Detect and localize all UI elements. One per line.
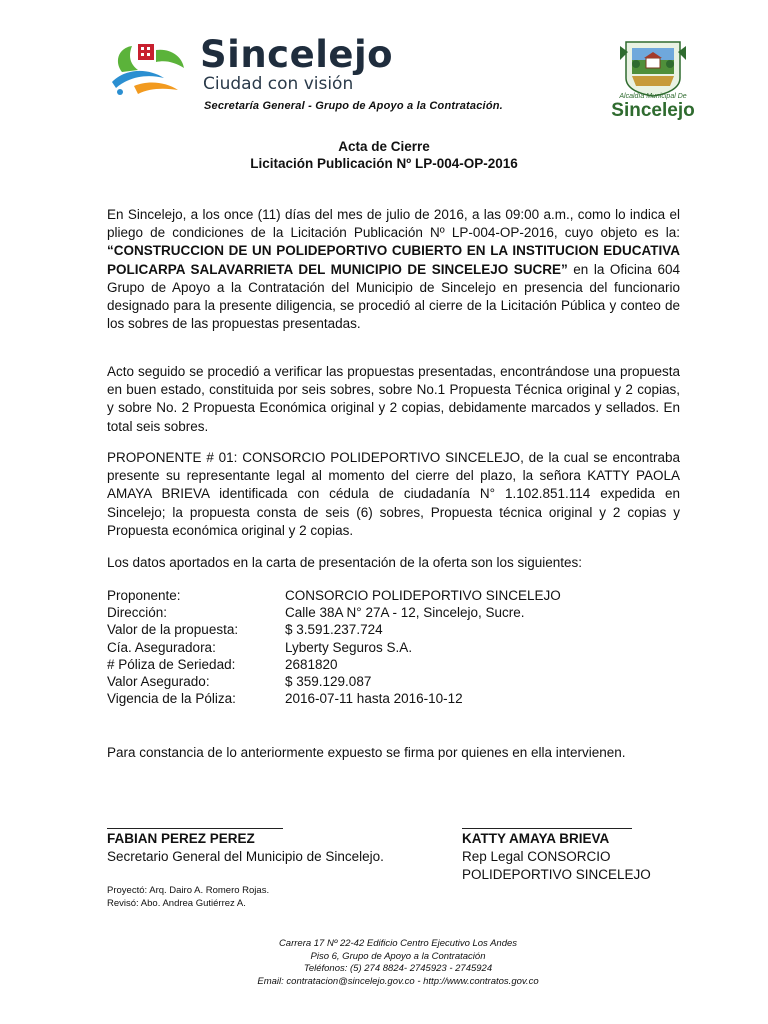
details-value: Calle 38A N° 27A - 12, Sincelejo, Sucre. xyxy=(285,605,525,621)
paragraph-opening xyxy=(107,206,680,333)
sincelejo-logo-icon xyxy=(108,38,188,98)
opening-text-a: En Sincelejo, a los once (11) días del mes de julio de 2016, a las 09:00 a.m., como lo indica el pliego de condiciones de la Licitación Publicación Nº LP-004-OP-2016, cuyo objeto es la: xyxy=(107,207,680,241)
details-label: Cía. Aseguradora: xyxy=(107,639,216,655)
footer-line-2: Piso 6, Grupo de Apoyo a la Contratación xyxy=(310,950,486,962)
paragraph-proponent: PROPONENTE # 01: CONSORCIO POLIDEPORTIVO SINCELEJO, de la cual se encontraba presente su representante legal al momento del cierre del plazo, la señora KATTY PAOLA AMAYA BRIEVA identificada con cédula de ciudadanía N° 1.102.851.114 expedida en Sincelejo; la propuesta consta de seis (6) sobres, Propuesta técnica original y 2 copias y Propuesta económica original y 2 copias. xyxy=(107,450,680,538)
seal-caption-big: Sincelejo xyxy=(611,100,695,121)
details-value: 2681820 xyxy=(285,656,338,672)
signer-name-right: KATTY AMAYA BRIEVA xyxy=(462,831,610,846)
signer-name-left: FABIAN PEREZ PEREZ xyxy=(107,831,255,846)
details-label: Valor de la propuesta: xyxy=(107,622,239,638)
footer-line-4: Email: contratacion@sincelejo.gov.co - http://www.contratos.gov.co xyxy=(257,975,539,987)
footer-line-1: Carrera 17 Nº 22-42 Edificio Centro Ejecutivo Los Andes xyxy=(278,938,518,949)
offer-details-table xyxy=(107,587,561,707)
footer-address xyxy=(0,938,768,988)
footer-line-3: Teléfonos: (5) 274 8824- 2745923 - 2745924 xyxy=(303,963,493,975)
details-label: Proponente: xyxy=(107,588,181,603)
document-title: Acta de Cierre xyxy=(338,139,430,154)
details-value: $ 359.129.087 xyxy=(285,674,372,690)
details-row xyxy=(107,656,561,673)
signer-role-right-1: Rep Legal CONSORCIO xyxy=(462,849,611,864)
details-row xyxy=(107,639,561,656)
signature-line-left xyxy=(107,828,283,829)
paragraph-data-intro: Los datos aportados en la carta de presentación de la oferta son los siguientes: xyxy=(107,555,583,570)
brand-subtitle: Ciudad con visión xyxy=(203,74,354,94)
details-row xyxy=(107,673,561,690)
details-label: # Póliza de Seriedad: xyxy=(107,656,236,672)
credits xyxy=(107,884,269,910)
project-object: “CONSTRUCCION DE UN POLIDEPORTIVO CUBIERTO EN LA INSTITUCION EDUCATIVA POLICARPA SALAVARRIETA DEL MUNICIPIO DE SINCELEJO SUCRE” xyxy=(107,243,680,277)
signature-line-right xyxy=(462,828,632,829)
details-row xyxy=(107,690,561,707)
details-row xyxy=(107,621,561,638)
details-value: Lyberty Seguros S.A. xyxy=(285,639,413,655)
paragraph-verification: Acto seguido se procedió a verificar las propuestas presentadas, encontrándose una propuesta en buen estado, constituida por seis sobres, sobre No.1 Propuesta Técnica original y 2 copias, y sobre No. 2 Propuesta Económica original y 2 copias, debidamente marcados y sellados. En total seis sobres. xyxy=(107,364,680,434)
seal-caption-small: Alcaldía Municipal De xyxy=(619,93,687,100)
signer-role-left: Secretario General del Municipio de Sincelejo. xyxy=(107,849,384,864)
details-value: 2016-07-11 hasta 2016-10-12 xyxy=(285,691,463,707)
credit-reviso: Revisó: Abo. Andrea Gutiérrez A. xyxy=(107,898,246,909)
secretaria-heading: Secretaría General - Grupo de Apoyo a la Contratación. xyxy=(204,100,503,112)
opening-text-b: en la Oficina 604 Grupo de Apoyo a la Contratación del Municipio de Sincelejo en presencia del funcionario designado para la presente diligencia, se procedió al cierre de la Licitación Pública y conteo de los sobres de las propuestas presentadas. xyxy=(107,261,680,332)
brand-title: Sincelejo xyxy=(200,33,394,76)
details-value: CONSORCIO POLIDEPORTIVO SINCELEJO xyxy=(285,588,561,603)
signer-role-right-2: POLIDEPORTIVO SINCELEJO xyxy=(462,867,651,882)
details-label: Vigencia de la Póliza: xyxy=(107,691,236,707)
details-label: Dirección: xyxy=(107,605,168,621)
details-row xyxy=(107,604,561,621)
details-label: Valor Asegurado: xyxy=(107,674,210,690)
signature-left xyxy=(107,830,384,866)
paragraph-closing: Para constancia de lo anteriormente expuesto se firma por quienes en ella intervienen. xyxy=(107,745,626,760)
details-value: $ 3.591.237.724 xyxy=(285,622,383,638)
document-subtitle: Licitación Publicación Nº LP-004-OP-2016 xyxy=(250,156,518,171)
details-row xyxy=(107,587,561,604)
signature-right xyxy=(462,830,651,884)
credit-proyecto: Proyectó: Arq. Dairo A. Romero Rojas. xyxy=(107,885,270,896)
